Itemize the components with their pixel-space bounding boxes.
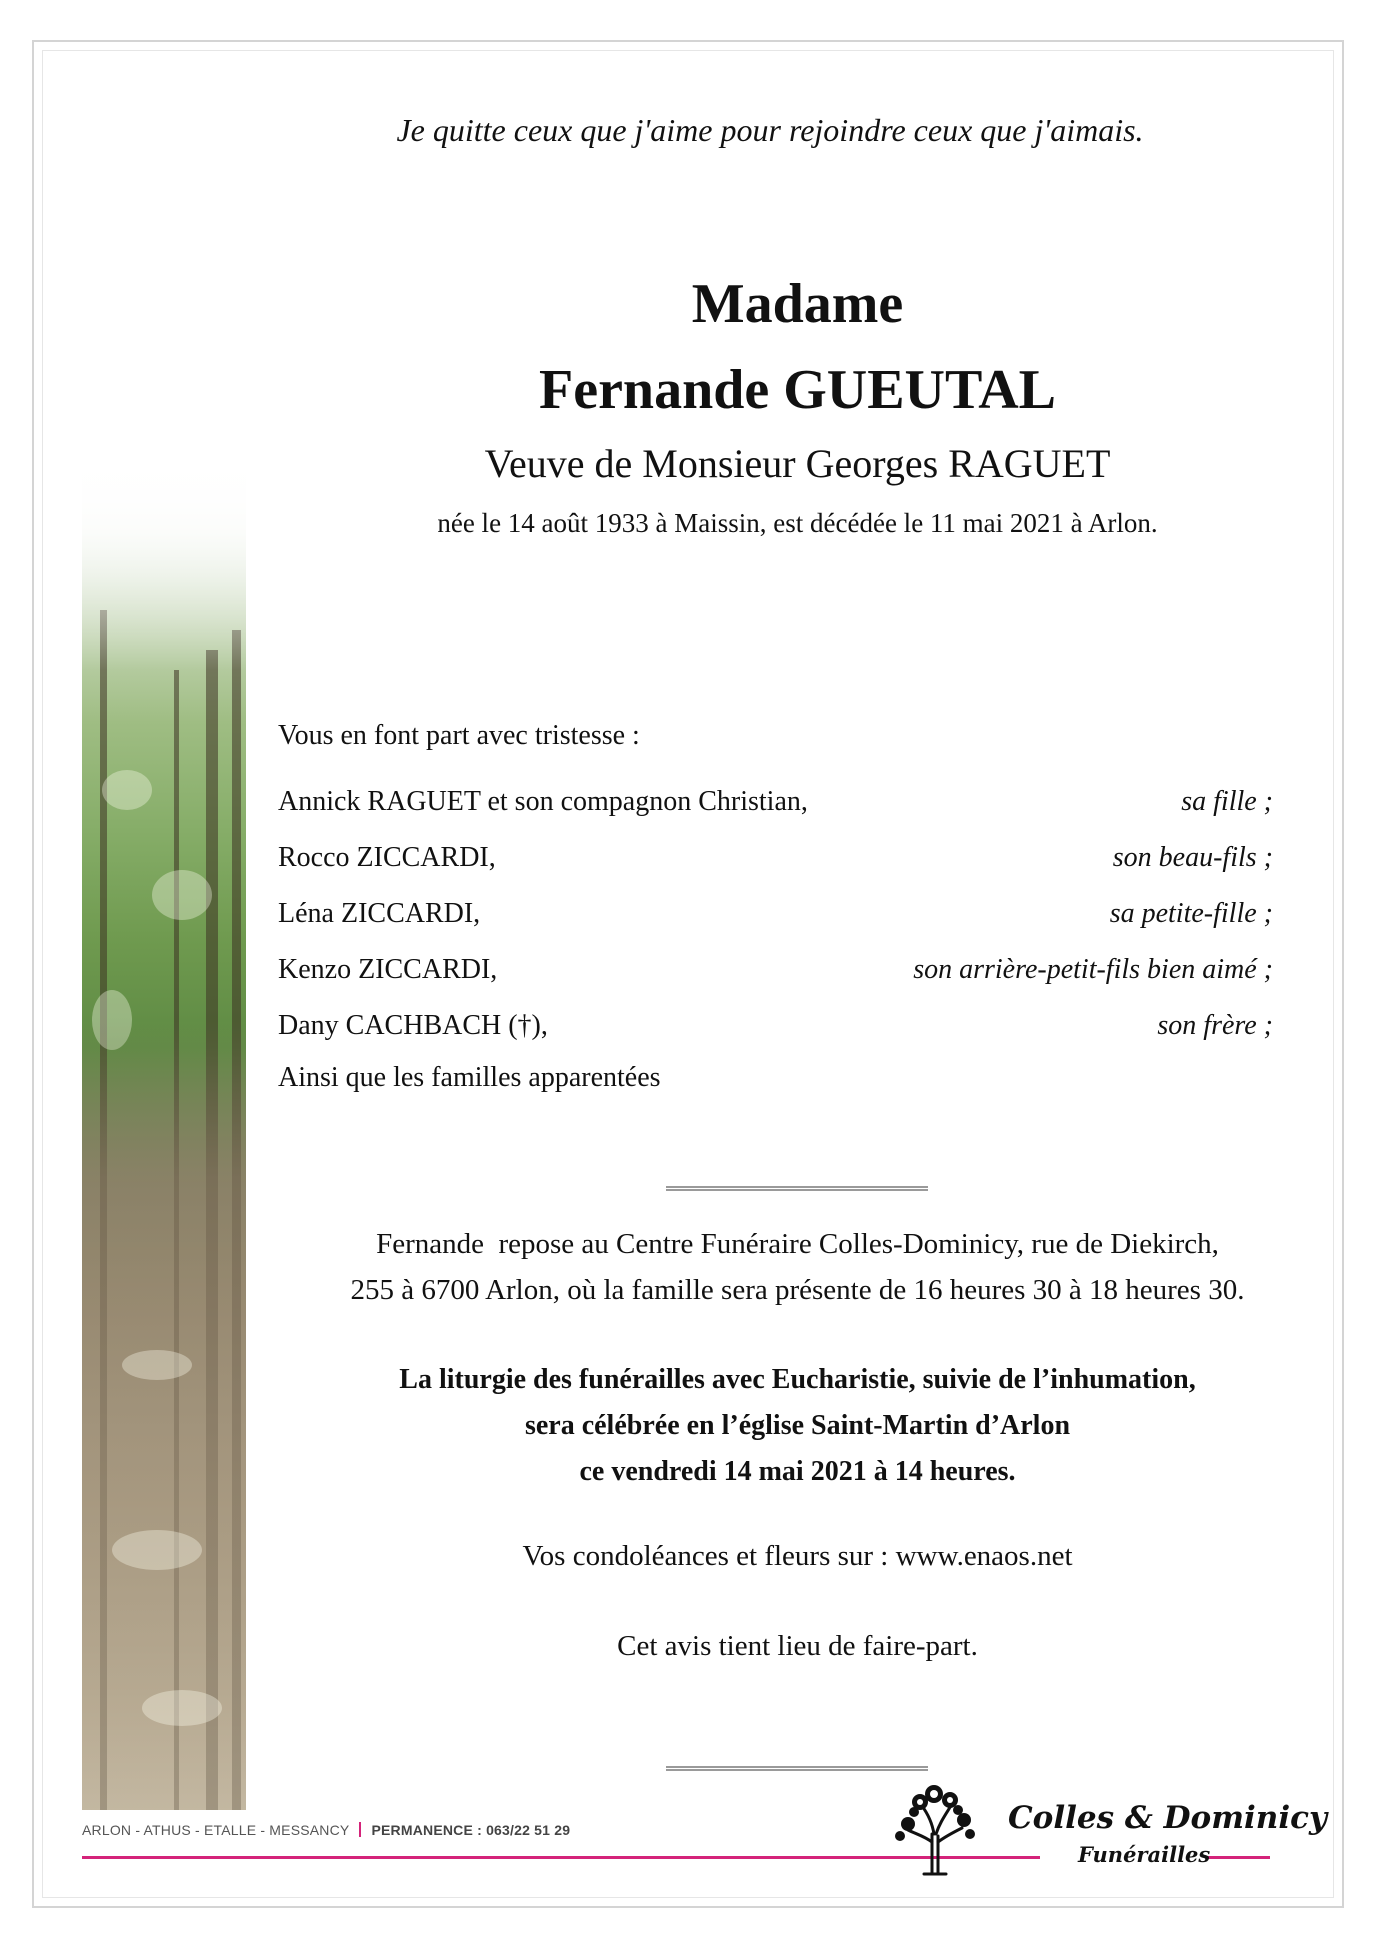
liturgy-line-2: sera célébrée en l’église Saint-Martin d’Arlon [524,1410,1071,1441]
family-member-name: Dany CACHBACH (†), [278,1010,548,1041]
family-list [278,782,1273,1062]
brand-name: Colles & Dominicy [1008,1800,1327,1836]
family-member-relation: son frère ; [1157,1010,1273,1041]
family-member-name: Léna ZICCARDI, [278,898,481,929]
related-families-line: Ainsi que les familles apparentées [278,1062,661,1093]
divider [666,1766,928,1771]
family-member-relation: son beau-fils ; [1112,842,1273,873]
family-member-name: Rocco ZICCARDI, [278,842,496,873]
footer-separator [359,1822,361,1837]
family-member-relation: sa petite-fille ; [1109,898,1273,929]
footer-contact [82,1822,570,1838]
deceased-title: Madame [691,273,904,335]
footer-permanence: PERMANENCE : 063/22 51 29 [371,1822,571,1838]
family-member-relation: son arrière-petit-fils bien aimé ; [913,954,1273,985]
family-member-relation: sa fille ; [1181,786,1273,817]
family-row [278,1006,1273,1062]
footer-locations: ARLON - ATHUS - ETALLE - MESSANCY [82,1822,350,1838]
family-row [278,950,1273,1006]
announcement-intro: Vous en font part avec tristesse : [278,720,640,751]
family-row [278,894,1273,950]
epitaph-quote: Je quitte ceux que j'aime pour rejoindre ceux que j'aimais. [396,112,1144,148]
family-row [278,782,1273,838]
forest-path-photo [82,450,246,1810]
family-member-name: Kenzo ZICCARDI, [278,954,498,985]
widow-of: Veuve de Monsieur Georges RAGUET [484,441,1111,486]
family-row [278,838,1273,894]
visitation-line-1: Fernande repose au Centre Funéraire Colles-Dominicy, rue de Diekirch, [376,1228,1219,1260]
notice-line: Cet avis tient lieu de faire-part. [617,1630,978,1662]
footer-accent-line [1206,1856,1270,1859]
liturgy-line-1: La liturgie des funérailles avec Eucharistie, suivie de l’inhumation, [399,1364,1196,1395]
brand-subtitle: Funérailles [1078,1842,1211,1867]
visitation-line-2: 255 à 6700 Arlon, où la famille sera présente de 16 heures 30 à 18 heures 30. [350,1274,1245,1306]
tree-logo-icon [888,1782,980,1878]
family-member-name: Annick RAGUET et son compagnon Christian, [278,786,808,817]
divider [666,1186,928,1191]
condolences-line: Vos condoléances et fleurs sur : www.enaos.net [522,1540,1073,1572]
liturgy-line-3: ce vendredi 14 mai 2021 à 14 heures. [579,1456,1016,1487]
deceased-name: Fernande GUEUTAL [539,359,1056,421]
birth-death-line: née le 14 août 1933 à Maissin, est décédée le 11 mai 2021 à Arlon. [437,508,1158,538]
